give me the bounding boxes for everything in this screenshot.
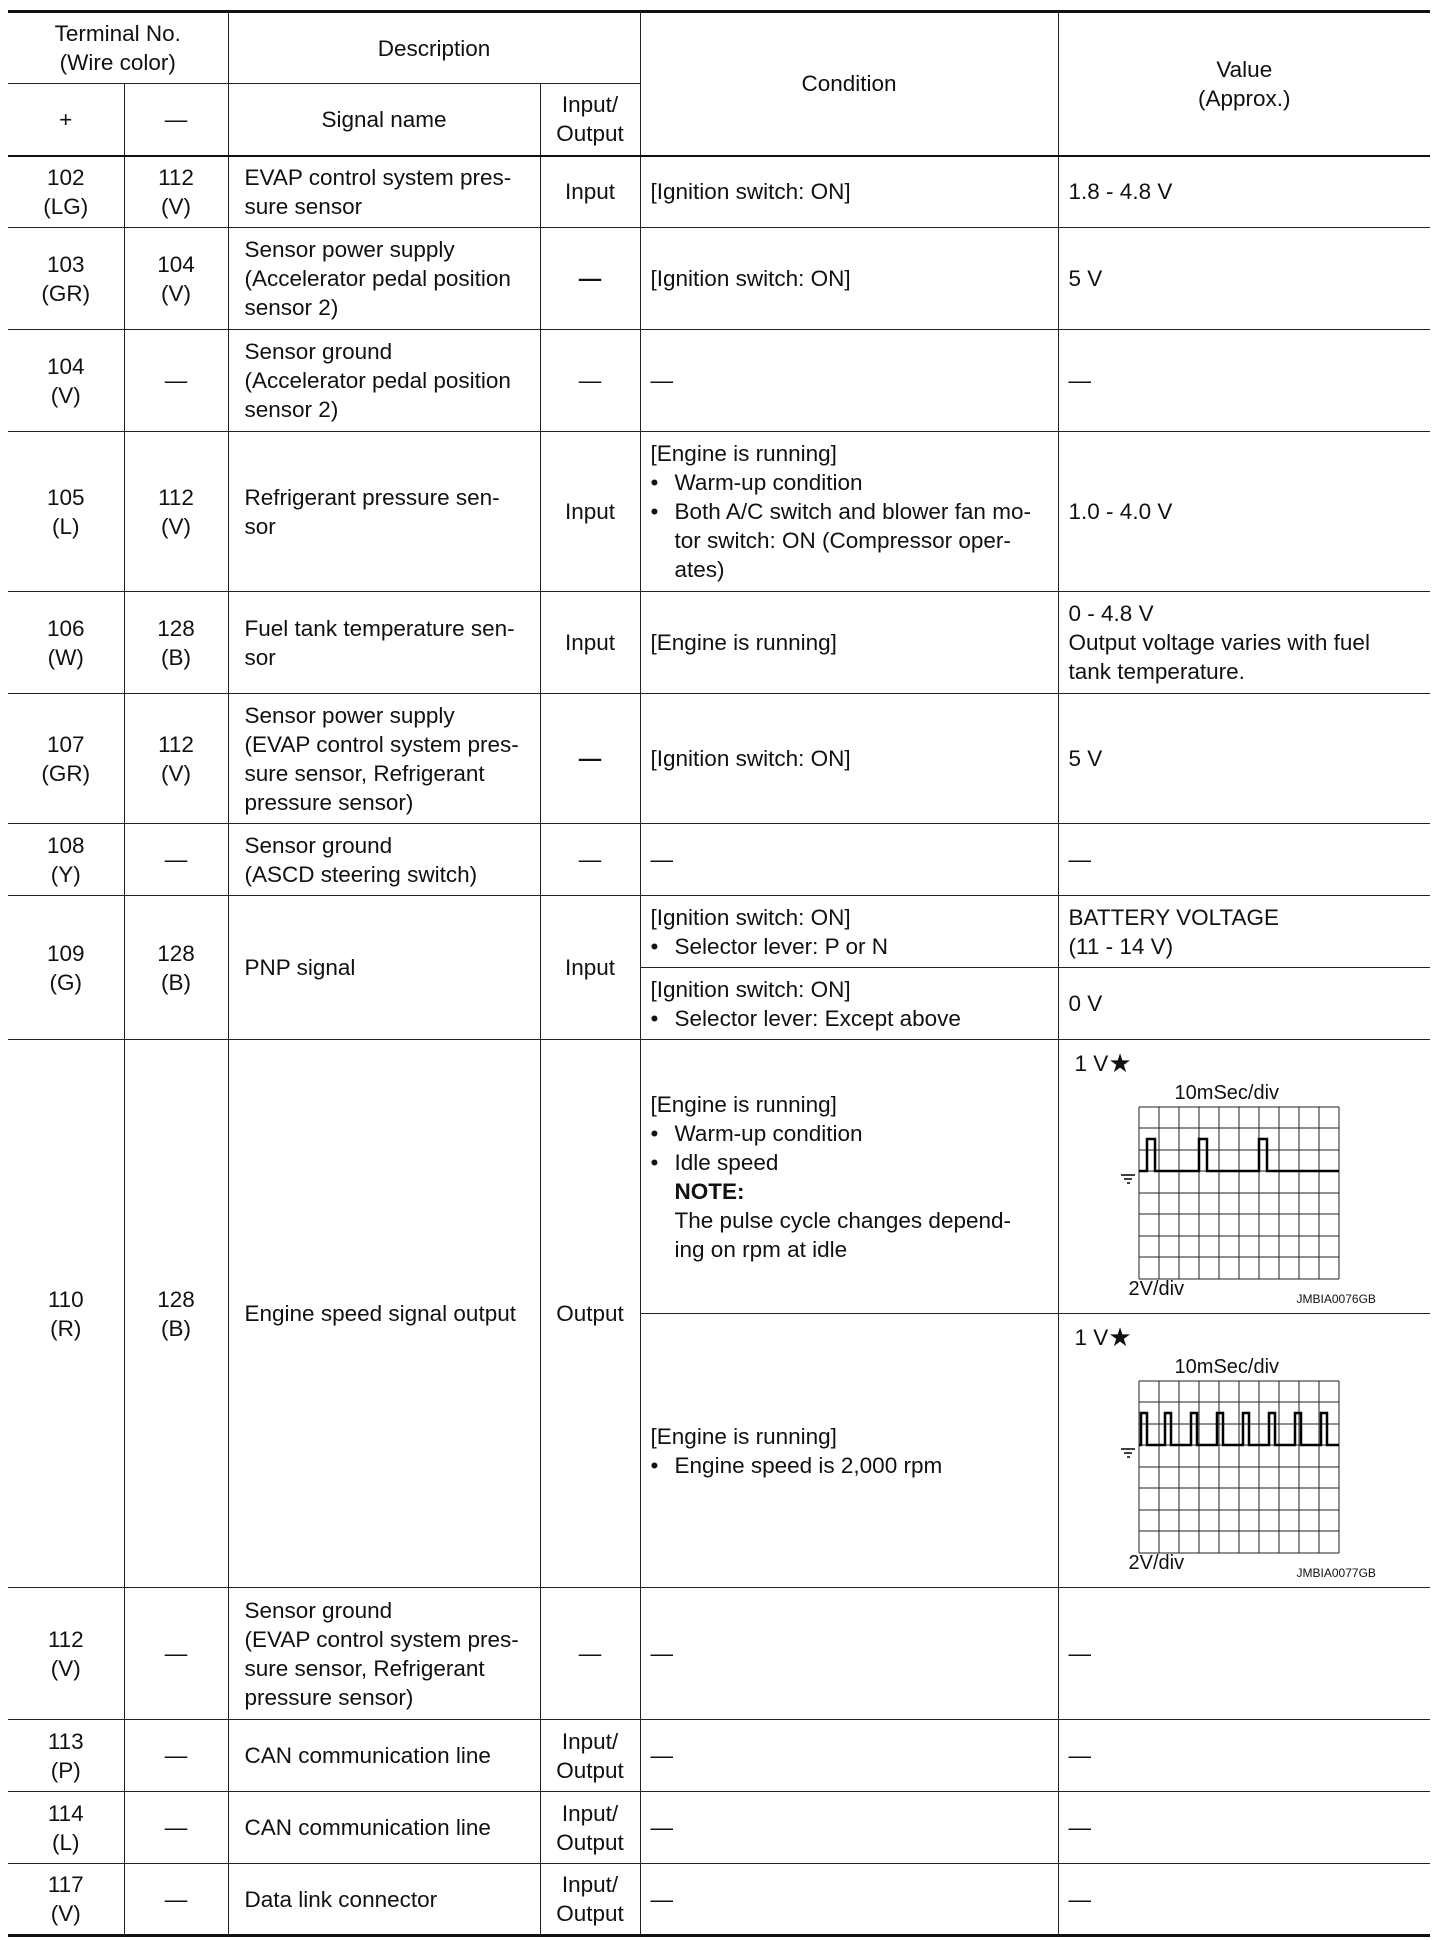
minus-terminal: 112 (V) xyxy=(124,156,228,228)
terminal-no-header: Terminal No. (Wire color) xyxy=(8,12,228,84)
io-type: Input/ Output xyxy=(540,1792,640,1864)
condition: [Ignition switch: ON] xyxy=(640,694,1058,824)
value: 1.8 - 4.8 V xyxy=(1058,156,1430,228)
table-row xyxy=(8,896,1430,968)
minus-terminal: 112 (V) xyxy=(124,432,228,592)
plus-terminal: 112 (V) xyxy=(8,1588,124,1720)
table-row xyxy=(8,330,1430,432)
io-type: — xyxy=(540,330,640,432)
signal-name: Engine speed signal output xyxy=(228,1040,540,1588)
figure-code: JMBIA0077GB xyxy=(1296,1565,1376,1580)
condition: [Ignition switch: ON] xyxy=(640,228,1058,330)
plus-terminal: 108 (Y) xyxy=(8,824,124,896)
io-type: Output xyxy=(540,1040,640,1588)
io-type: — xyxy=(540,694,640,824)
value: — xyxy=(1058,1864,1430,1936)
signal-name: Fuel tank temperature sen- sor xyxy=(228,592,540,694)
signal-name: Sensor power supply (Accelerator pedal position sensor 2) xyxy=(228,228,540,330)
table-row xyxy=(8,694,1430,824)
value: — xyxy=(1058,1792,1430,1864)
value: — xyxy=(1058,1588,1430,1720)
io-type: Input xyxy=(540,592,640,694)
plus-terminal: 102 (LG) xyxy=(8,156,124,228)
oscilloscope-2000rpm: 1 V★ 10mSec/div 2V/div JMBIA0077GB xyxy=(1069,1321,1419,1581)
minus-terminal: — xyxy=(124,1792,228,1864)
value-header: Value (Approx.) xyxy=(1058,12,1430,156)
signal-name: Sensor ground (ASCD steering switch) xyxy=(228,824,540,896)
condition-header: Condition xyxy=(640,12,1058,156)
condition: — xyxy=(640,1720,1058,1792)
condition: [Engine is running] • Engine speed is 2,000 rpm xyxy=(640,1314,1058,1588)
plus-terminal: 117 (V) xyxy=(8,1864,124,1936)
minus-terminal: — xyxy=(124,1864,228,1936)
table-row xyxy=(8,156,1430,228)
terminal-table-container xyxy=(8,10,1430,1937)
signal-name: CAN communication line xyxy=(228,1720,540,1792)
value xyxy=(1058,1314,1430,1588)
plus-terminal: 106 (W) xyxy=(8,592,124,694)
value: — xyxy=(1058,1720,1430,1792)
table-row xyxy=(8,592,1430,694)
io-type: Input/ Output xyxy=(540,1864,640,1936)
minus-terminal: — xyxy=(124,330,228,432)
condition: [Engine is running] xyxy=(640,592,1058,694)
table-row xyxy=(8,1864,1430,1936)
table-row xyxy=(8,1588,1430,1720)
waveform-2000rpm xyxy=(1069,1321,1419,1581)
figure-code: JMBIA0076GB xyxy=(1296,1291,1376,1306)
waveform-idle xyxy=(1069,1047,1419,1307)
plus-terminal: 114 (L) xyxy=(8,1792,124,1864)
plus-terminal: 109 (G) xyxy=(8,896,124,1040)
io-type: — xyxy=(540,1588,640,1720)
table-row xyxy=(8,1040,1430,1314)
voltage-scale-label: 2V/div xyxy=(1128,1277,1185,1300)
plus-terminal: 104 (V) xyxy=(8,330,124,432)
voltage-scale-label: 2V/div xyxy=(1128,1551,1185,1574)
value xyxy=(1058,1040,1430,1314)
minus-terminal: — xyxy=(124,1588,228,1720)
header-row-1 xyxy=(8,12,1430,84)
value: 0 V xyxy=(1058,968,1430,1040)
value: 1.0 - 4.0 V xyxy=(1058,432,1430,592)
oscilloscope-idle: 1 V★ 10mSec/div 2V/div JMBIA0076GB xyxy=(1069,1047,1419,1307)
signal-name: Sensor power supply (EVAP control system pres- sure sensor, Refrigerant pressure sensor) xyxy=(228,694,540,824)
value: — xyxy=(1058,824,1430,896)
minus-terminal: — xyxy=(124,1720,228,1792)
star-icon: ★ xyxy=(1108,1047,1132,1078)
table-row xyxy=(8,1792,1430,1864)
plus-terminal: 107 (GR) xyxy=(8,694,124,824)
terminal-table xyxy=(8,10,1430,1937)
condition: [Engine is running] • Warm-up condition • Both A/C switch and blower fan mo- tor switch: ON (Compressor oper- ates) xyxy=(640,432,1058,592)
minus-terminal: 128 (B) xyxy=(124,592,228,694)
value: BATTERY VOLTAGE (11 - 14 V) xyxy=(1058,896,1430,968)
condition: — xyxy=(640,1588,1058,1720)
signal-name: Refrigerant pressure sen- sor xyxy=(228,432,540,592)
condition: [Ignition switch: ON] xyxy=(640,156,1058,228)
table-row xyxy=(8,824,1430,896)
plus-terminal: 113 (P) xyxy=(8,1720,124,1792)
io-type: — xyxy=(540,228,640,330)
time-scale-label: 10mSec/div xyxy=(1174,1081,1280,1104)
signal-name: Sensor ground (EVAP control system pres- sure sensor, Refrigerant pressure sensor) xyxy=(228,1588,540,1720)
input-output-header: Input/ Output xyxy=(540,84,640,156)
signal-name: Sensor ground (Accelerator pedal position sensor 2) xyxy=(228,330,540,432)
condition: — xyxy=(640,1864,1058,1936)
condition: [Engine is running] • Warm-up condition • Idle speed NOTE: The pulse cycle changes depend- ing on rpm at idle xyxy=(640,1040,1058,1314)
signal-name: PNP signal xyxy=(228,896,540,1040)
table-row xyxy=(8,228,1430,330)
minus-terminal: 104 (V) xyxy=(124,228,228,330)
condition: [Ignition switch: ON] • Selector lever: P or N xyxy=(640,896,1058,968)
minus-header: — xyxy=(124,84,228,156)
condition: — xyxy=(640,330,1058,432)
io-type: Input xyxy=(540,156,640,228)
signal-name: EVAP control system pres- sure sensor xyxy=(228,156,540,228)
plus-terminal: 103 (GR) xyxy=(8,228,124,330)
value: — xyxy=(1058,330,1430,432)
minus-terminal: 128 (B) xyxy=(124,896,228,1040)
plus-header: + xyxy=(8,84,124,156)
minus-terminal: — xyxy=(124,824,228,896)
io-type: — xyxy=(540,824,640,896)
time-scale-label: 10mSec/div xyxy=(1174,1355,1280,1378)
table-row xyxy=(8,432,1430,592)
signal-name: Data link connector xyxy=(228,1864,540,1936)
io-type: Input xyxy=(540,896,640,1040)
star-icon: ★ xyxy=(1108,1321,1132,1352)
condition: — xyxy=(640,824,1058,896)
minus-terminal: 128 (B) xyxy=(124,1040,228,1588)
io-type: Input/ Output xyxy=(540,1720,640,1792)
description-header: Description xyxy=(228,12,640,84)
plus-terminal: 110 (R) xyxy=(8,1040,124,1588)
condition: [Ignition switch: ON] • Selector lever: Except above xyxy=(640,968,1058,1040)
value: 0 - 4.8 V Output voltage varies with fuel tank temperature. xyxy=(1058,592,1430,694)
condition: — xyxy=(640,1792,1058,1864)
signal-name: CAN communication line xyxy=(228,1792,540,1864)
table-row xyxy=(8,1720,1430,1792)
io-type: Input xyxy=(540,432,640,592)
plus-terminal: 105 (L) xyxy=(8,432,124,592)
minus-terminal: 112 (V) xyxy=(124,694,228,824)
value: 5 V xyxy=(1058,694,1430,824)
value: 5 V xyxy=(1058,228,1430,330)
signal-name-header: Signal name xyxy=(228,84,540,156)
